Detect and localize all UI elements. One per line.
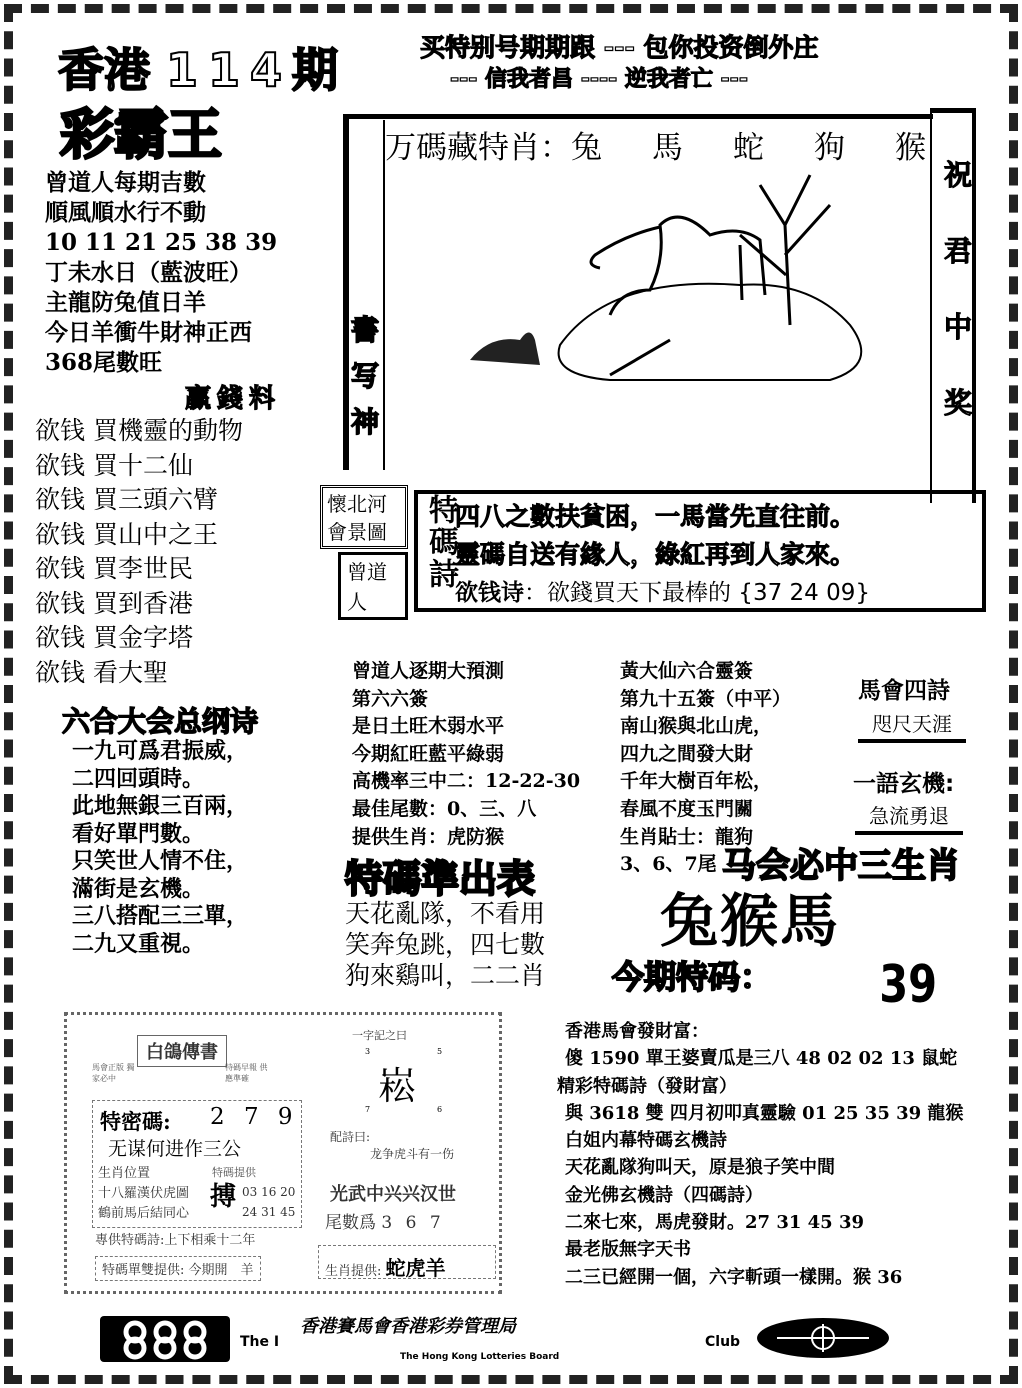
scan-small-right: 特碼早報 供應準確 (225, 1063, 268, 1083)
corner-number: 6 (437, 1105, 443, 1114)
riddle-value: 急流勇退 (855, 800, 963, 835)
title-name: 彩霸王 (60, 103, 222, 166)
scan-title: 白鴿傳書 (137, 1035, 227, 1067)
prediction-column: 曾道人逐期大預測 第六六簽 是日土旺木弱水平 今期紅旺藍平綠弱 高機率三中二：12-22-30 最佳尾數：0、三、八 提供生肖：虎防猴 (352, 660, 581, 848)
hkjc-logo (100, 1316, 230, 1362)
scan-word: 崧 (378, 1064, 417, 1108)
horse-poem-value: 咫尺天涯 (858, 708, 966, 743)
title-issue: 香港 114期 (58, 43, 339, 97)
scan-provide-label: 特碼提供 (212, 1166, 256, 1179)
picture-label: 万碼藏特肖：兔 馬 蛇 狗 猴 (385, 130, 926, 166)
scan-zodiac: 生肖提供: 蛇虎羊 (318, 1245, 496, 1279)
special-poem-text: 四八之數扶貧困，一馬當先直往前。 靈碼自送有緣人，綠紅再到人家來。 欲钱诗：欲錢買天下最棒的 {37 24 09} (455, 502, 870, 606)
divider (383, 120, 385, 470)
camel-illustration (410, 165, 920, 465)
footer-en-left: The I (240, 1334, 280, 1350)
scan-phrase: 无谋何进作三公 (108, 1138, 242, 1160)
footer-cn: 香港賽馬會香港彩券管理局 (300, 1316, 516, 1337)
scan-word-title: 一字記之曰 (352, 1029, 407, 1042)
scan-special-value: 2 7 9 (210, 1104, 299, 1130)
scan-match: 龙争虎斗有一伤 (370, 1147, 455, 1161)
must-win-label: 马会必中三生肖 (722, 846, 960, 886)
win-title: 贏錢料 (185, 384, 282, 414)
horse-poem-title: 馬會四詩 (858, 678, 950, 704)
must-win-animals: 兔猴馬 (660, 887, 841, 955)
scan-match-label: 配詩曰: (330, 1130, 371, 1144)
poem-title: 六合大会总纲诗 (62, 705, 259, 738)
footer-en-right: Club (705, 1334, 741, 1350)
seal-top: 懷北河會景圖 (320, 485, 408, 549)
seal-bottom: 曾道人 (338, 552, 408, 620)
win-list: 欲钱 買機靈的動物 欲钱 買十二仙 欲钱 買三頭六臂 欲钱 買山中之王 欲钱 買李世民 欲钱 買到香港 欲钱 買金字塔 欲钱 看大聖 (35, 416, 243, 687)
corner-number: 5 (437, 1047, 443, 1056)
scan-single: 特碼單雙提供: 今期開 羊 (95, 1256, 261, 1281)
scan-small-left: 馬會正版 獨家必中 (92, 1063, 135, 1083)
poem-lines: 一九可爲君振威， 二四回頭時。 此地無銀三百兩， 看好單門數。 只笑世人情不住， 滿街是玄機。 三八搭配三三單， 二九又重視。 (72, 738, 249, 957)
lotteries-logo (757, 1318, 889, 1358)
scan-tail: 尾數爲 3 6 7 (325, 1213, 445, 1233)
side-left-text: 書写神 (347, 315, 380, 453)
header-line2: --- 信我者昌 ---- 逆我者亡 --- (450, 67, 748, 92)
table-poem: 天花亂隊，不看用 笑奔兔跳，四七數 狗來鷄叫，二二肖 (345, 899, 546, 990)
scan-position: 生肖位置 十八羅漢伏虎圖 鶴前馬后結同心 (98, 1166, 190, 1221)
scan-slogan: 光武中兴兴汉世 (330, 1184, 456, 1205)
oracle-column: 黃大仙六合靈簽 第九十五簽（中平） 南山猴與北山虎， 四九之間發大財 千年大樹百年松， 春風不度玉門關 生肖貼士：龍狗 3、6、7尾 (620, 660, 792, 876)
side-right-text: 祝君中奖 (940, 160, 973, 464)
scan-provide-char: 搏 (210, 1182, 237, 1212)
footer-en-sub: The Hong Kong Lotteries Board (400, 1352, 560, 1362)
scan-nums: 03 16 20 24 31 45 (242, 1185, 296, 1219)
left-intro: 曾道人每期吉數 順風順水行不動 10 11 21 25 38 39 丁未水日（藍波旺） 主龍防兔值日羊 今日羊衝牛財神正西 368尾數旺 (45, 169, 278, 376)
scan-poem: 專供特碼詩:上下相乘十二年 (95, 1233, 256, 1248)
special-value: 39 (879, 955, 938, 1015)
table-title: 特碼準出表 (345, 857, 536, 901)
corner-number: 7 (365, 1105, 371, 1114)
special-poem-side: 特碼詩 (423, 494, 458, 590)
scan-special-label: 特密碼: (100, 1109, 171, 1134)
corner-number: 3 (365, 1047, 371, 1056)
special-label: 今期特码： (612, 958, 773, 996)
right-list: 香港馬會發財富： 傻 1590 單王婆賣瓜是三八 48 02 02 13 鼠蛇 精彩特碼詩（發財富） 與 3618 雙 四月初叩真靈驗 01 25 35 39 龍猴 白姐内幕特碼玄機詩 天花亂隊狗叫天，原是狼子笑中間 金光佛玄機詩（四碼詩） 二來七來，馬虎發財。27 31 45 39 最老版無字天书 二三已經開一個，六字斬頭一樣開。猴 36 (557, 1021, 964, 1288)
riddle-title: 一語玄機: (853, 771, 955, 797)
header-line1: 买特别号期期跟 --- 包你投资倒外庄 (420, 33, 819, 62)
